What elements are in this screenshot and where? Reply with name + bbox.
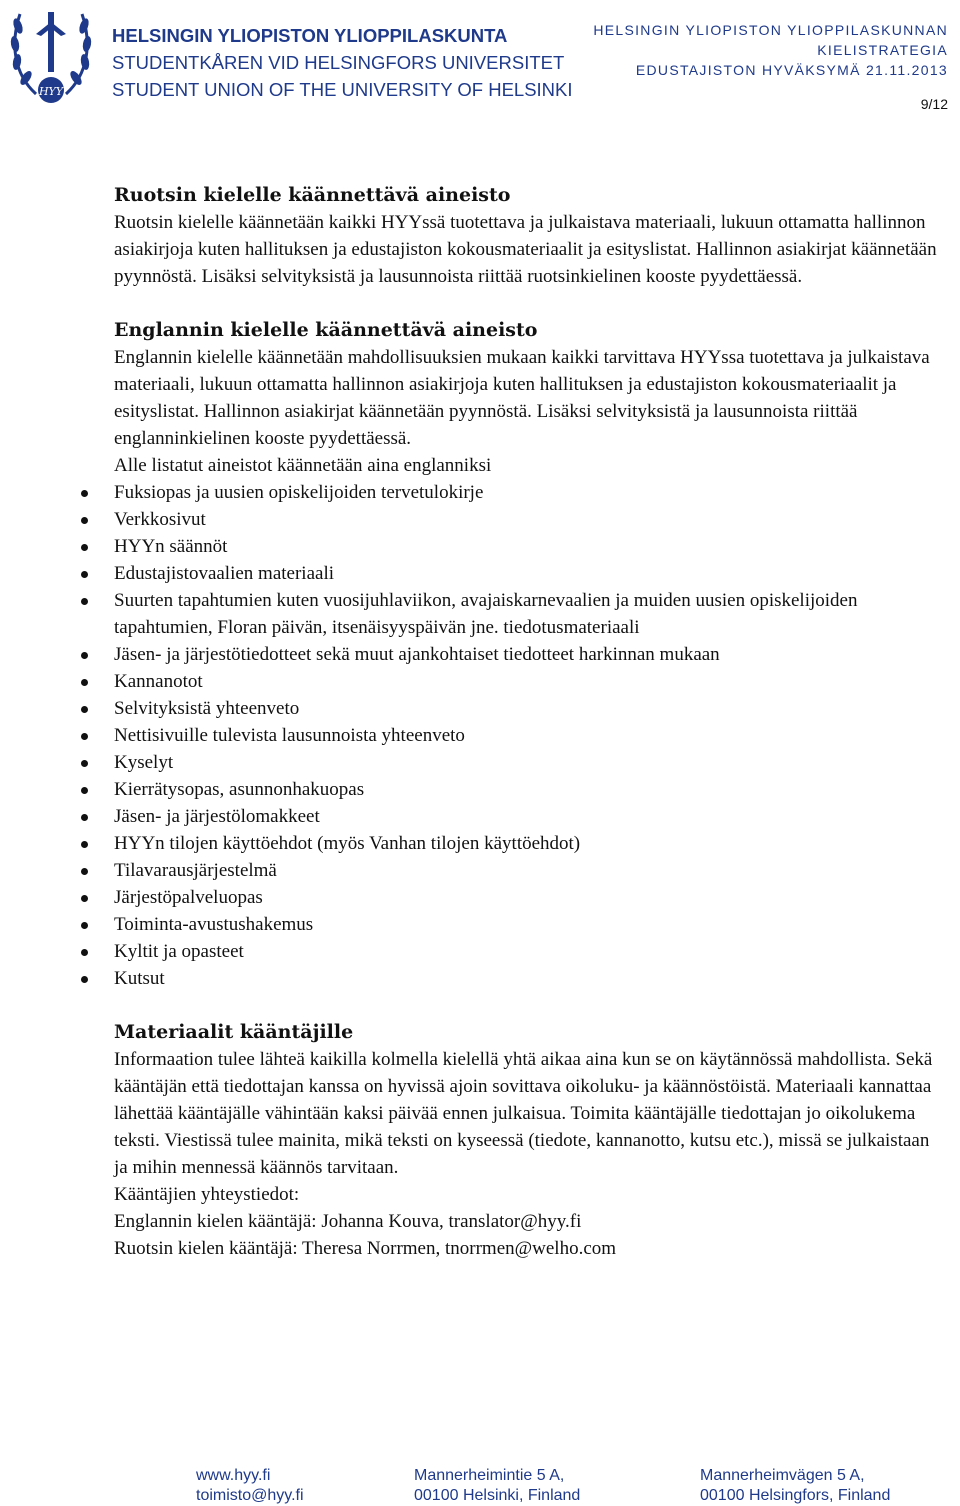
section-heading-swedish: Ruotsin kielelle käännettävä aineisto: [114, 184, 511, 206]
footer-web-contact: [196, 1466, 304, 1506]
section-body-english: Englannin kielelle käännetään mahdollisuuksien mukaan kaikki tarvittava HYYssa tuotettava ja julkaistava materiaali, lukuun ottamatta hallinnon asiakirjoja kuten hallituksen ja edustajiston kokousmateriaalit ja esityslistat. Hallinnon asiakirjat käännetään pyynnöstä. Lisäksi selvityksistä ja lausunnoista riittää englanninkielinen kooste pyydettäessä.: [114, 347, 930, 449]
logo-letters: HYY: [38, 85, 64, 98]
spacer: [114, 992, 944, 1019]
bullet-icon: [81, 571, 88, 578]
document-title: KIELISTRATEGIA: [817, 42, 948, 58]
footer-address-sv: [700, 1466, 890, 1506]
org-names: [112, 22, 573, 103]
list-item: Kutsut: [114, 965, 944, 992]
bullet-icon: [81, 544, 88, 551]
list-item: Kyselyt: [114, 749, 944, 776]
contacts-label: Kääntäjien yhteystiedot:: [114, 1184, 300, 1205]
org-name-en: STUDENT UNION OF THE UNIVERSITY OF HELSINKI: [112, 79, 573, 100]
page-number: 9/12: [920, 96, 948, 112]
list-item: Selvityksistä yhteenveto: [114, 695, 944, 722]
document-approval: EDUSTAJISTON HYVÄKSYMÄ 21.11.2013: [635, 62, 948, 78]
translated-materials-list: [114, 479, 944, 992]
list-item: Jäsen- ja järjestötiedotteet sekä muut ajankohtaiset tiedotteet harkinnan mukaan: [114, 641, 944, 668]
list-item: HYYn tilojen käyttöehdot (myös Vanhan tilojen käyttöehdot): [114, 830, 944, 857]
list-item: Tilavarausjärjestelmä: [114, 857, 944, 884]
bullet-icon: [81, 679, 88, 686]
bullet-icon: [81, 922, 88, 929]
list-item: Järjestöpalveluopas: [114, 884, 944, 911]
footer-email: toimisto@hyy.fi: [196, 1487, 304, 1504]
spacer: [114, 290, 944, 317]
footer-address-fi: [414, 1466, 580, 1506]
bullet-icon: [81, 976, 88, 983]
bullet-icon: [81, 787, 88, 794]
bullet-icon: [81, 733, 88, 740]
document-header: [593, 20, 948, 80]
list-item: Suurten tapahtumien kuten vuosijuhlaviikon, avajaiskarnevaalien ja muiden uusien opiskelijoiden tapahtumien, Floran päivän, itsenäisyyspäivän jne. tiedotusmateriaali: [114, 587, 944, 641]
bullet-icon: [81, 652, 88, 659]
list-intro: Alle listatut aineistot käännetään aina englanniksi: [114, 455, 492, 476]
list-item: Jäsen- ja järjestölomakkeet: [114, 803, 944, 830]
list-item: Kierrätysopas, asunnonhakuopas: [114, 776, 944, 803]
list-item: Toiminta-avustushakemus: [114, 911, 944, 938]
bullet-icon: [81, 841, 88, 848]
footer-street-sv: Mannerheimvägen 5 A,: [700, 1467, 865, 1484]
bullet-icon: [81, 706, 88, 713]
list-item: Edustajistovaalien materiaali: [114, 560, 944, 587]
hyy-logo: [6, 4, 96, 104]
list-item: Kyltit ja opasteet: [114, 938, 944, 965]
section-body-swedish: Ruotsin kielelle käännetään kaikki HYYssä tuotettava ja julkaistava materiaali, lukuun ottamatta hallinnon asiakirjoja kuten hallituksen ja edustajiston kokousmateriaalit ja esityslistat. Hallinnon asiakirjat käännetään pyynnöstä. Lisäksi selvityksistä ja lausunnoista riittää ruotsinkielinen kooste pyydettäessä.: [114, 212, 937, 287]
list-item: HYYn säännöt: [114, 533, 944, 560]
bullet-icon: [81, 760, 88, 767]
bullet-icon: [81, 598, 88, 605]
bullet-icon: [81, 814, 88, 821]
section-body-translators: Informaation tulee lähteä kaikilla kolmella kielellä yhtä aikaa aina kun se on käytännössä mahdollista. Sekä kääntäjän että tiedottajan kanssa on hyvissä ajoin sovittava oikoluku- ja käännöstöistä. Materiaali kannattaa lähettää kääntäjälle vähintään kaksi päivää ennen julkaisua. Toimita kääntäjälle tiedottajan jo oikolukema teksti. Viestissä tulee mainita, mikä teksti on kyseessä (tiedote, kannanotto, kutsu etc.), missä se julkaistaan ja mihin mennessä käännös tarvitaan.: [114, 1049, 933, 1178]
document-org: HELSINGIN YLIOPISTON YLIOPPILASKUNNAN: [593, 22, 948, 38]
bullet-icon: [81, 517, 88, 524]
contact-english-translator: Englannin kielen kääntäjä: Johanna Kouva, translator@hyy.fi: [114, 1211, 582, 1232]
bullet-icon: [81, 895, 88, 902]
section-heading-translators: Materiaalit kääntäjille: [114, 1021, 354, 1043]
footer-city-sv: 00100 Helsingfors, Finland: [700, 1487, 891, 1504]
footer-city-fi: 00100 Helsinki, Finland: [414, 1487, 581, 1504]
section-heading-english: Englannin kielelle käännettävä aineisto: [114, 319, 538, 341]
list-item: Fuksiopas ja uusien opiskelijoiden tervetulokirje: [114, 479, 944, 506]
footer-website: www.hyy.fi: [196, 1467, 271, 1484]
org-name-fi: HELSINGIN YLIOPISTON YLIOPPILASKUNTA: [112, 25, 508, 46]
bullet-icon: [81, 490, 88, 497]
list-item: Kannanotot: [114, 668, 944, 695]
bullet-icon: [81, 949, 88, 956]
list-item: Nettisivuille tulevista lausunnoista yhteenveto: [114, 722, 944, 749]
footer-street-fi: Mannerheimintie 5 A,: [414, 1467, 565, 1484]
org-name-sv: STUDENTKÅREN VID HELSINGFORS UNIVERSITET: [112, 52, 565, 73]
list-item: Verkkosivut: [114, 506, 944, 533]
contact-swedish-translator: Ruotsin kielen kääntäjä: Theresa Norrmen, tnorrmen@welho.com: [114, 1238, 617, 1259]
document-body: [114, 182, 944, 1262]
bullet-icon: [81, 868, 88, 875]
